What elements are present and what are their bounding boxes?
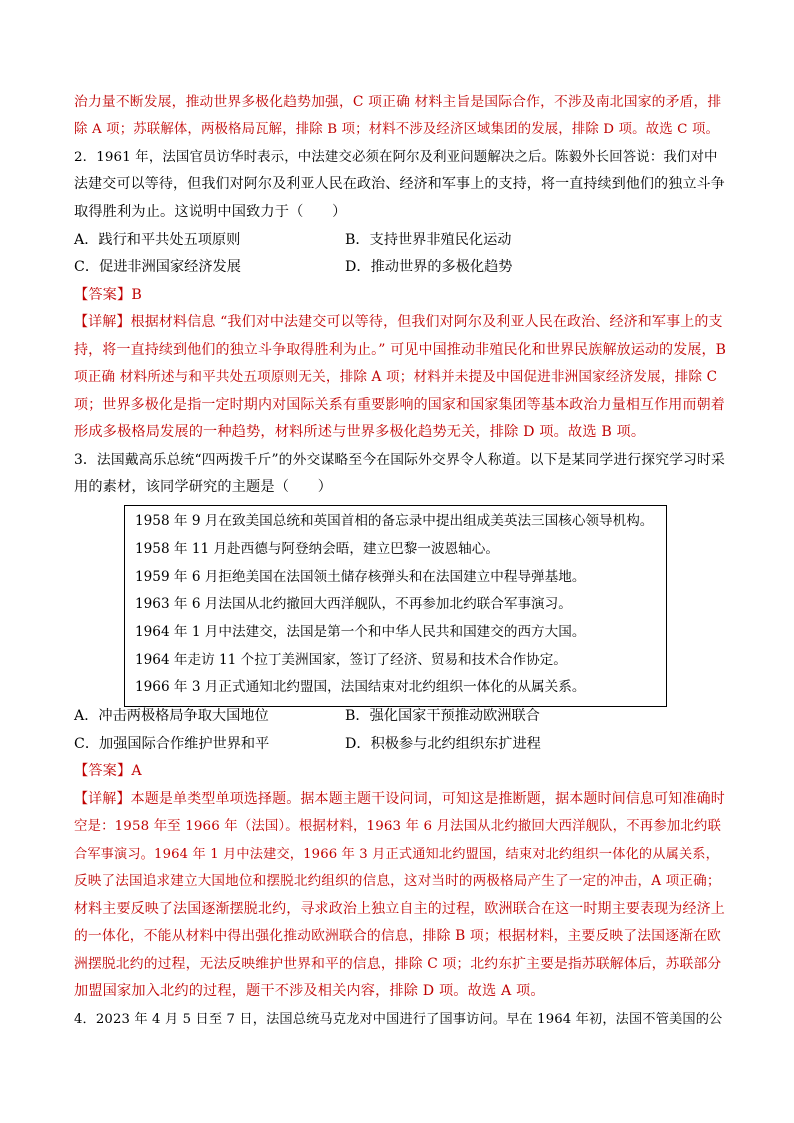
answer-value: B <box>131 287 142 303</box>
q2-detail-line4: 项；世界多极化是指一定时期内对国际关系有重要影响的国家和国家集团等基本政治力量相互作用而朝着 <box>74 397 725 413</box>
detail-label: 【详解】 <box>74 791 131 807</box>
q4-stem-line1: 4．2023 年 4 月 5 日至 7 日，法国总统马克龙对中国进行了国事访问。早在 1964 年初，法国不管美国的公 <box>74 1012 723 1027</box>
q3-answer-line <box>74 758 726 785</box>
q3-detail-line2: 空是：1958 年至 1966 年（法国）。根据材料，1963 年 6 月法国从北约撤回大西洋舰队，不再参加北约联 <box>74 819 721 834</box>
material-item: 1958 年 11 月赴西德与阿登纳会晤，建立巴黎一波恩轴心。 <box>135 541 499 557</box>
material-item: 1963 年 6 月法国从北约撤回大西洋舰队，不再参加北约联合军事演习。 <box>135 596 572 612</box>
q2-option-b: B．支持世界非殖民化运动 <box>345 232 512 248</box>
q2-detail-line1 <box>74 309 726 336</box>
material-item: 1964 年 1 月中法建交，法国是第一个和中华人民共和国建交的西方大国。 <box>135 624 586 640</box>
q2-stem-line3: 取得胜利为止。这说明中国致力于（ ） <box>74 204 347 220</box>
answer-value: A <box>131 763 142 779</box>
q3-detail-line5: 材料主要反映了法国逐渐摆脱北约，寻求政治上独立自主的过程，欧洲联合在这一时期主要表现为经济上 <box>74 901 725 917</box>
q3-detail-line8: 加盟国家加入北约的过程，题干不涉及相关内容，排除 D 项。故选 A 项。 <box>74 983 545 999</box>
q1-tail-line2: 除 A 项；苏联解体，两极格局瓦解，排除 B 项；材料不涉及经济区域集团的发展，排除 D 项。故选 C 项。 <box>74 122 720 137</box>
material-item: 1964 年走访 11 个拉丁美洲国家，签订了经济、贸易和技术合作协定。 <box>135 652 567 668</box>
q3-option-a: A．冲击两极格局争取大国地位 <box>74 708 269 724</box>
q2-answer-line <box>74 282 726 309</box>
q3-option-d: D．积极参与北约组织东扩进程 <box>345 736 541 752</box>
q3-detail-line7: 洲摆脱北约的过程，无法反映维护世界和平的信息，排除 C 项；北约东扩主要是指苏联解体后，苏联部分 <box>74 956 722 972</box>
material-item: 1958 年 9 月在致美国总统和英国首相的备忘录中提出组成美英法三国核心领导机构。 <box>135 513 654 529</box>
q3-detail-line1 <box>74 786 726 813</box>
material-box <box>124 505 667 707</box>
q3-stem-line2: 用的素材，该同学研究的主题是（ ） <box>74 479 333 495</box>
q2-detail-line2: 持，将一直持续到他们的独立斗争取得胜利为止。” 可见中国推动非殖民化和世界民族解放运动的发展，B <box>74 342 727 358</box>
detail-text: 根据材料信息 “我们对中法建交可以等待，但我们对阿尔及利亚人民在政治、经济和军事上的支 <box>130 314 723 330</box>
q2-stem-line1: 2．1961 年，法国官员访华时表示，中法建交必须在阿尔及利亚问题解决之后。陈毅外长回答说：我们对中 <box>74 150 718 165</box>
q3-detail-line6: 的一体化，不能从材料中得出强化推动欧洲联合的信息，排除 B 项；根据材料，主要反映了法国逐渐在欧 <box>74 928 721 944</box>
q3-detail-line3: 合军事演习。1964 年 1 月中法建交，1966 年 3 月正式通知北约盟国，结束对北约组织一体化的从属关系， <box>74 847 719 862</box>
material-item: 1959 年 6 月拒绝美国在法国领土储存核弹头和在法国建立中程导弹基地。 <box>135 569 586 585</box>
answer-label: 【答案】 <box>74 287 132 303</box>
q3-detail-line4: 反映了法国追求建立大国地位和摆脱北约组织的信息，这对当时的两极格局产生了一定的冲击，A 项正确； <box>74 873 721 889</box>
q2-option-d: D．推动世界的多极化趋势 <box>345 259 513 275</box>
q2-option-c: C．促进非洲国家经济发展 <box>74 259 241 275</box>
q2-detail-line5: 形成多极格局发展的一种趋势，材料所述与世界多极化趋势无关，排除 D 项。故选 B 项。 <box>74 424 646 440</box>
q1-tail-line1: 治力量不断发展，推动世界多极化趋势加强，C 项正确 材料主旨是国际合作，不涉及南北国家的矛盾，排 <box>74 94 722 110</box>
answer-label: 【答案】 <box>74 763 132 779</box>
detail-label: 【详解】 <box>74 314 131 330</box>
detail-text: 本题是单类型单项选择题。据本题主题干设问词，可知这是推断题，据本题时间信息可知准确时 <box>130 791 725 807</box>
q2-option-a: A．践行和平共处五项原则 <box>74 232 241 248</box>
q3-option-b: B．强化国家干预推动欧洲联合 <box>345 708 540 724</box>
material-item: 1966 年 3 月正式通知北约盟国，法国结束对北约组织一体化的从属关系。 <box>135 679 586 695</box>
q2-stem-line2: 法建交可以等待，但我们对阿尔及利亚人民在政治、经济和军事上的支持，将一直持续到他们的独立斗争 <box>74 176 725 192</box>
q3-stem-line1: 3．法国戴高乐总统“四两拨千斤”的外交谋略至今在国际外交界令人称道。以下是某同学进行探究学习时采 <box>74 452 725 468</box>
q2-detail-line3: 项正确 材料所述与和平共处五项原则无关，排除 A 项；材料并未提及中国促进非洲国家经济发展，排除 C <box>74 369 718 385</box>
q3-option-c: C．加强国际合作维护世界和平 <box>74 736 270 752</box>
